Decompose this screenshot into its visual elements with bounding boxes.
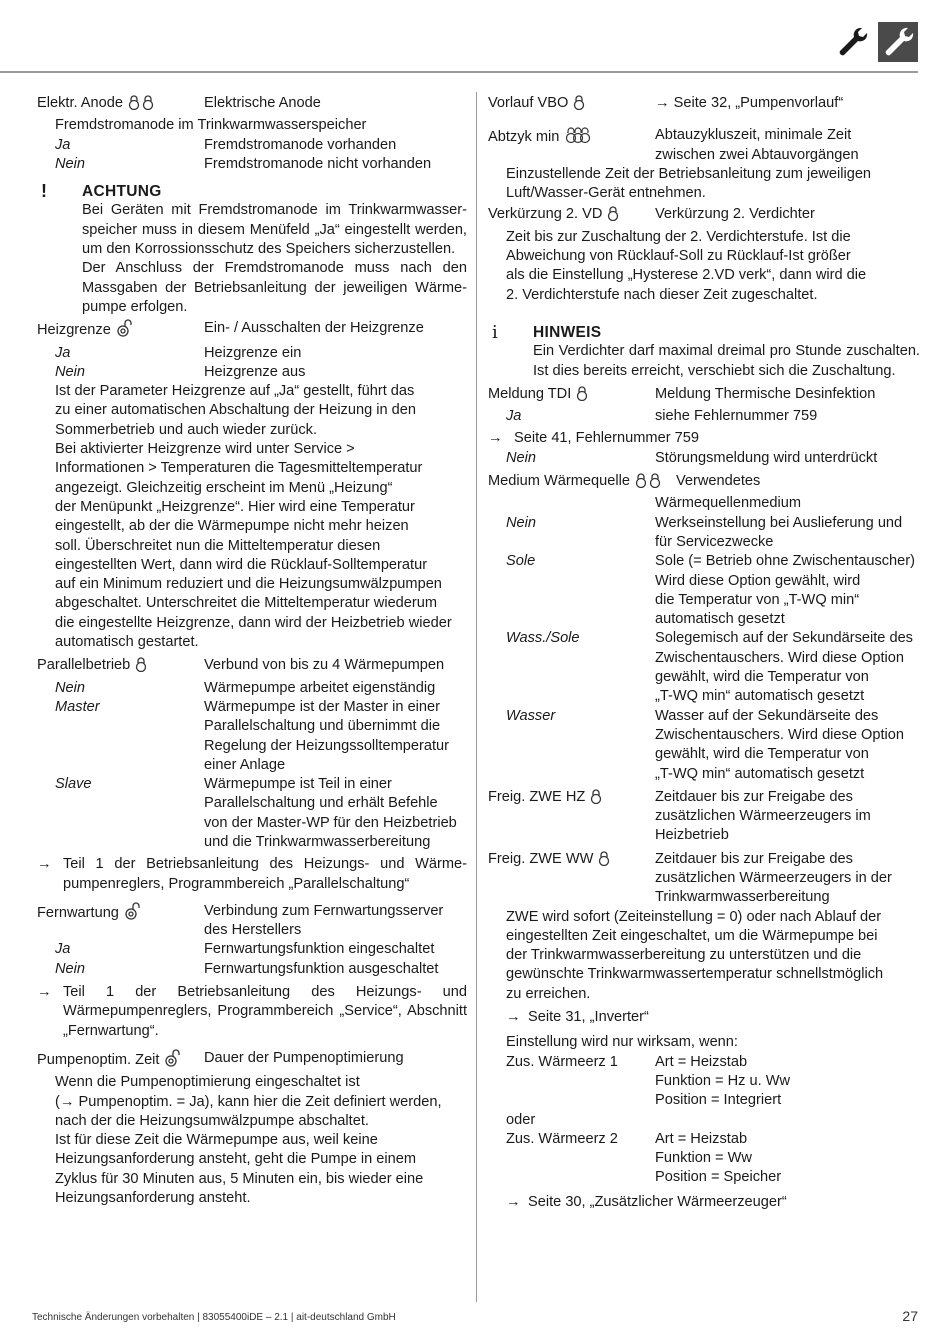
param-parallelbetrieb [37,656,467,894]
arrow-right-icon: → [506,1193,521,1210]
arrow-right-icon: → [37,856,52,873]
achtung-notice [37,182,467,317]
condition-values: Art = Heizstab Funktion = Hz u. Ww Position = Integriert [655,1053,791,1109]
param-pumpenoptim-zeit [37,1049,467,1208]
param-desc: Zeitdauer bis zur Freigabe des zusätzlichen Wärmeerzeugers in der Trinkwarmwasserbereitung [655,850,892,906]
lock-icon-double [634,472,664,494]
cross-reference [488,1193,920,1212]
param-label: Medium Wärmequelle [488,473,630,490]
option-value: Fernwartungsfunktion eingeschaltet [204,941,435,958]
param-label: Meldung TDI [488,385,572,402]
param-desc: Ein- / Ausschalten der Heizgrenze [204,320,424,337]
option-key: Ja [55,136,71,153]
right-column [488,94,920,1212]
param-desc: Verbund von bis zu 4 Wärmepumpen [204,657,445,674]
notice-text: Bei Geräten mit Fremdstromanode im Trinkwarmwasserspeicher muss in diesem Menüfeld „Ja“ eingestellt werden, um den Korrossionsschutz des Speichers sicherzustellen. [82,202,467,258]
cross-reference [488,1008,920,1027]
footer-text: Technische Änderungen vorbehalten | 83055400iDE – 2.1 | ait-deutschland GmbH [32,1312,396,1323]
unlock-icon [123,902,141,926]
cross-reference [488,429,920,448]
param-fernwartung [37,902,467,1041]
option-key: Nein [55,363,86,380]
option-value: Heizgrenze aus [204,363,306,380]
param-desc: Abtauzykluszeit, minimale Zeit zwischen zwei Abtauvorgängen [655,127,859,163]
option-value: Wasser auf der Sekundärseite des Zwischentauschers. Wird diese Option gewählt, wird die Temperatur von „T-WQ min“ automatisch gesetzt [655,707,905,782]
option-value: Wärmepumpe ist der Master in einer Parallelschaltung und übernimmt die Regelung der Heizungssolltemperatur einer Anlage [204,698,449,773]
option-key: Master [55,698,100,715]
param-text: Ist der Parameter Heizgrenze auf „Ja“ gestellt, führt das zu einer automatischen Abschaltung der Heizung in den Sommerbetrieb und auch wieder zurück. Bei aktivierter Heizgrenze wird unter Service > Informationen > Temperaturen die Tagesmitteltemperatur angezeigt. Gleichzeitig erscheint im Menü „Heizung“ der Menüpunkt „Heizgrenze“. Hier wird eine Temperatur eingestellt, ab der die Wärmepumpe nicht mehr heizen soll. Überschreitet nun die Mitteltemperatur diesen eingestellten Wert, dann wird die Rücklauf-Solltemperatur auf ein Minimum reduziert und die Heizungsumwälzpumpen abgeschaltet. Unterschreitet die Mitteltemperatur wiederum die eingestellte Heizgrenze, dann wird der Heizbetrieb wieder automatisch gestartet. [55,383,452,651]
arrow-right-icon: → [488,430,503,447]
wrench-icon [832,22,872,62]
lock-icon [572,94,586,116]
reference-text: Seite 31, „Inverter“ [528,1009,649,1026]
param-freig-zwe-hz [488,788,920,846]
notice-title: HINWEIS [533,323,602,341]
option-key: Nein [55,679,86,696]
condition-key: Zus. Wärmeerz 1 [506,1053,618,1070]
warning-icon: ! [41,181,47,202]
param-label: Parallelbetrieb [37,657,131,674]
param-label: Freig. ZWE HZ [488,788,586,805]
lock-icon [606,205,620,227]
page-number: 27 [902,1308,918,1324]
param-label: Verkürzung 2. VD [488,206,603,223]
param-text: Wenn die Pumpenoptimierung eingeschaltet ist (→ Pumpenoptim. = Ja), kann hier die Zeit definiert werden, nach der die Heizungsumwälzpumpe abschaltet. Ist für diese Zeit die Wärmepumpe aus, weil keine Heizungsanforderung ansteht, geht die Pumpe in einem Zyklus für 30 Minuten aus, 5 Minuten ein, bis wieder eine Heizungsanforderung ansteht. [55,1074,442,1207]
lock-icon-double [127,94,157,116]
option-key: Wass./Sole [506,630,580,647]
option-key: Ja [55,344,71,361]
param-label: Freig. ZWE WW [488,850,594,867]
lock-icon [589,788,603,810]
option-key: Wasser [506,707,556,724]
param-desc: Verkürzung 2. Verdichter [655,206,815,223]
hinweis-notice [488,323,920,381]
option-value: Wärmepumpe arbeitet eigenständig [204,679,436,696]
notice-text: Der Anschluss der Fremdstromanode muss nach den Massgaben der Betriebsanleitung der jeweiligen Wärmepumpe erfolgen. [82,260,467,315]
cross-reference [37,855,467,894]
param-text: ZWE wird sofort (Zeiteinstellung = 0) oder nach Ablauf der eingestellten Zeit eingeschaltet, um die Wärmepumpe bei der Trinkwarmwasserbereitung zu unterstützen und die gewünschte Trinkwarmwassertemperatur schnellstmöglich zu erreichen. [506,908,884,1002]
param-verkuerzung-2vd [488,205,920,304]
param-text: Einzustellende Zeit der Betriebsanleitung zum jeweiligen Luft/Wasser-Gerät entnehmen. [506,165,872,202]
wrench-box-icon [878,22,918,62]
option-value: Fremdstromanode nicht vorhanden [204,155,432,172]
param-desc: → Seite 32, „Pumpenvorlauf“ [655,95,844,111]
option-value: Störungsmeldung wird unterdrückt [655,449,878,466]
unlock-icon [115,319,133,343]
arrow-right-icon: → [506,1009,521,1026]
param-elektr-anode [37,94,467,174]
option-value: Werkseinstellung bei Auslieferung und für Servicezwecke [655,514,903,550]
option-value: Solegemisch auf der Sekundärseite des Zwischentauschers. Wird diese Option gewählt, wird die Temperatur von „T-WQ min“ automatisch gesetzt [655,630,913,705]
lock-icon-triple [563,126,593,150]
option-key: Ja [506,408,522,425]
lock-icon [575,385,589,407]
option-key: Nein [506,514,537,531]
option-key: Nein [55,155,86,172]
option-value: Sole (= Betrieb ohne Zwischentauscher) Wird diese Option gewählt, wird die Temperatur von „T-WQ min“ automatisch gesetzt [655,553,915,628]
cross-reference [37,983,467,1041]
condition-values: Art = Heizstab Funktion = Ww Position = Speicher [655,1130,782,1186]
param-label: Pumpenoptim. Zeit [37,1051,160,1068]
param-desc: Dauer der Pumpenoptimierung [204,1049,404,1066]
param-abtzyk-min [488,126,920,203]
reference-text: Seite 30, „Zusätzlicher Wärmeerzeuger“ [528,1193,787,1210]
option-value: Heizgrenze ein [204,344,302,361]
param-label: Elektr. Anode [37,95,124,111]
lock-icon [597,850,611,872]
header-rule [0,71,918,73]
param-desc: Verbindung zum Fernwartungsserver des Herstellers [204,902,444,939]
param-label: Vorlauf VBO [488,95,569,111]
option-key: Sole [506,553,536,570]
option-value: Fremdstromanode vorhanden [204,136,397,153]
left-column [37,94,467,1208]
condition-or: oder [506,1111,536,1128]
condition-key: Zus. Wärmeerz 2 [506,1130,618,1147]
param-label: Abtzyk min [488,129,560,146]
option-key: Nein [506,449,537,466]
param-vorlauf-vbo [488,94,920,116]
option-key: Ja [55,941,71,958]
reference-text: Teil 1 der Betriebsanleitung des Heizungs- und Wärmepumpenreglers, Programmbereich „Parallelschaltung“ [63,856,467,892]
param-desc: Verwendetes [675,473,761,490]
notice-text: Ein Verdichter darf maximal dreimal pro Stunde zuschalten. Ist dies bereits erreicht, verschiebt sich die Zuschaltung. [533,343,920,379]
param-text: Zeit bis zur Zuschaltung der 2. Verdichterstufe. Ist die Abweichung von Rücklauf-Soll zu Rücklauf-Ist größer als die Einstellung „Hysterese 2.VD verk“, dann wird die 2. Verdichterstufe nach dieser Zeit zugeschaltet. [506,228,867,303]
param-medium-waermequelle [488,472,920,784]
param-meldung-tdi [488,385,920,468]
param-desc: Wärmequellenmedium [655,495,801,512]
param-line: Fremdstromanode im Trinkwarmwasserspeicher [55,117,367,134]
param-label: Fernwartung [37,904,119,921]
param-freig-zwe-ww [488,850,920,1212]
option-value: Wärmepumpe ist Teil in einer Parallelschaltung und erhält Befehle von der Master-WP für den Heizbetrieb und die Trinkwarmwasserbereitung [204,776,457,850]
reference-text: Seite 41, Fehlernummer 759 [514,430,699,447]
param-desc: Meldung Thermische Desinfektion [655,385,876,402]
unlock-icon [163,1049,181,1073]
param-desc: Zeitdauer bis zur Freigabe des zusätzlichen Wärmeerzeugers im Heizbetrieb [655,788,871,844]
reference-text: Teil 1 der Betriebsanleitung des Heizungs- und Wärmepumpenreglers, Programmbereich „Service“, Abschnitt „Fernwartung“. [63,984,467,1039]
condition-text: Einstellung wird nur wirksam, wenn: [506,1034,738,1051]
arrow-right-icon: → [37,984,52,1001]
notice-title: ACHTUNG [82,183,162,201]
lock-icon [134,656,148,678]
info-icon: i [492,321,498,343]
option-key: Nein [55,960,86,977]
column-divider [476,92,477,1302]
option-key: Slave [55,776,92,793]
param-label: Heizgrenze [37,322,111,339]
option-value: Fernwartungsfunktion ausgeschaltet [204,960,439,977]
option-value: siehe Fehlernummer 759 [655,408,818,425]
param-desc: Elektrische Anode [204,95,321,111]
param-heizgrenze [37,319,467,652]
